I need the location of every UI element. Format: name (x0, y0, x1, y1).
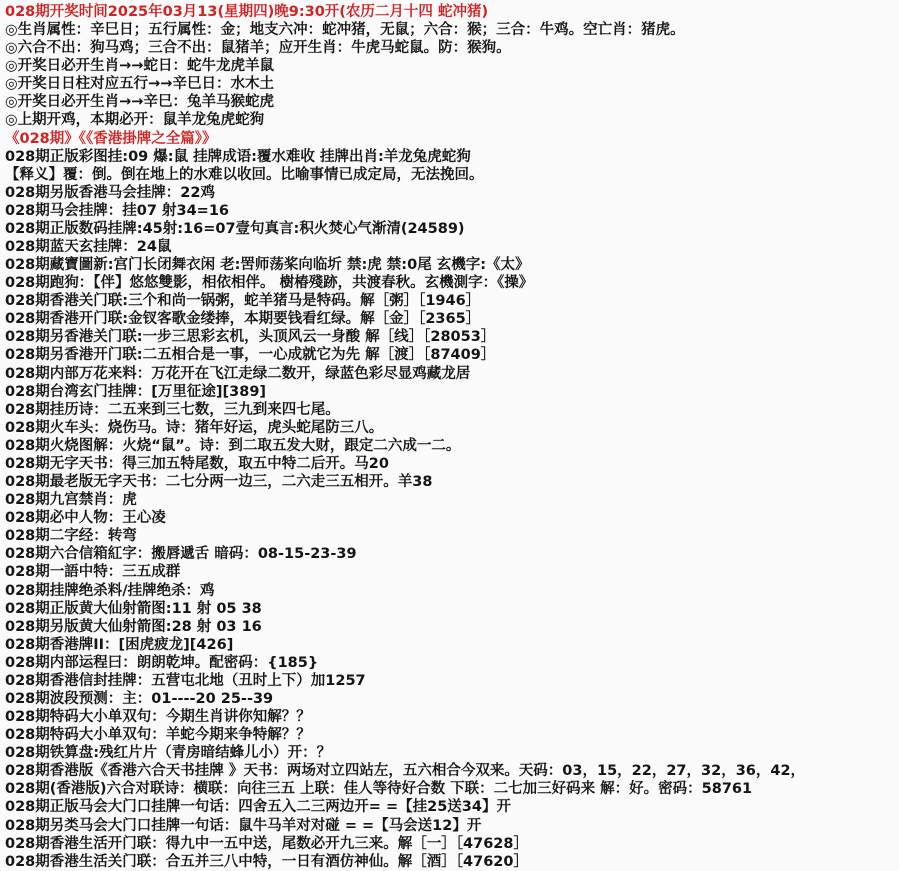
document-lines (5, 3, 899, 871)
document-line: 028期无字天书：得三加五特尾数，取五中特二后开。马20 (5, 455, 389, 472)
document-line: 《028期》《《香港掛牌之全篇》》 (5, 130, 217, 147)
document-line: ◎生肖属性：辛巳日；五行属性：金；地支六冲：蛇冲猪，无鼠；六合：猴；三合：牛鸡。空亡肖：猪虎。 (5, 22, 685, 39)
document-line: 028期正版马会大门口挂牌一句话：四舍五入二三两边开= =【挂25送34】开 (5, 799, 511, 816)
document-line: 028期台湾玄门挂牌：[万里征途][389] (5, 383, 267, 400)
document-line: 028期最老版无字天书：二七分两一边三，二六走三五相开。羊38 (5, 474, 433, 491)
document-line: 028期九宫禁肖：虎 (5, 492, 137, 509)
document-line: 028期跑狗：【伴】悠悠雙影，相依相伴。 樹椿殘跡，共渡春秋。玄機測字：《操》 (5, 275, 534, 292)
document-line: 028期挂牌绝杀料/挂牌绝杀：鸡 (5, 582, 215, 599)
document-line: 028期正版彩图挂:09 爆:鼠 挂牌成语:覆水难收 挂牌出肖:羊龙兔虎蛇狗 (5, 148, 471, 165)
document-line: 028期马会挂牌：挂07 射34=16 (5, 202, 229, 219)
document-line: ◎开奖日必开生肖→→辛巳：兔羊马猴蛇虎 (5, 94, 274, 111)
document-line: ◎六合不出：狗马鸡；三合不出：鼠猪羊；应开生肖：牛虎马蛇鼠。防：猴狗。 (5, 40, 511, 57)
document-line: 【释义】覆：倒。倒在地上的水难以收回。比喻事情已成定局，无法挽回。 (5, 166, 484, 183)
document-line: ◎开奖日日柱对应五行→→辛巳日：水木土 (5, 76, 274, 93)
document-line: 028期火烧图解：火烧“鼠”。诗：到二取五发大财，跟定二六成一二。 (5, 437, 461, 454)
document-line: 028期蓝天玄挂牌：24鼠 (5, 239, 172, 256)
document-line: 028期波段预测：主：01----20 25--39 (5, 690, 274, 707)
document-line: 028期另香港开门联:二五相合是一事，一心成就它为先 解［渡］［87409］ (5, 347, 496, 364)
document-line: 028期正版黄大仙射箭图:11 射 05 38 (5, 600, 262, 617)
document-line: 028期香港关门联:三个和尚一锅粥，蛇羊猪马是特码。解［粥］［1946］ (5, 293, 481, 310)
document-line: 028期藏寶圖新:宫门长闭舞衣闲 老:罟师荡桨向临圻 禁:虎 禁:0尾 玄機字:《太》 (5, 257, 530, 274)
document-line: 028期另版黄大仙射箭图:28 射 03 16 (5, 618, 262, 635)
document-line: 028期香港生活关门联：合五并三八中特，一日有酒仿神仙。解［酒］［47620］ (5, 853, 528, 870)
document-line: 028期另版香港马会挂牌：22鸡 (5, 184, 215, 201)
document-line: 028期二字经：转弯 (5, 528, 137, 545)
document-line: ◎开奖日必开生肖→→蛇日：蛇牛龙虎羊鼠 (5, 58, 274, 75)
document-line: 028期必中人物：王心凌 (5, 510, 166, 527)
document-line: 028期开奖时间2025年03月13(星期四)晚9:30开(农历二月十四 蛇冲猪) (5, 4, 489, 20)
document-line: 028期(香港版)六合对联诗：横联：向往三五 上联：佳人等待好合数 下联：二七加三好码来 解：好。密码：58761 (5, 781, 753, 798)
document-line: 028期另香港关门联:一步三思彩玄机，头顶风云一身酸 解［线］［28053］ (5, 329, 496, 346)
document-line: 028期香港信封挂牌：五营屯北地（丑时上下）加1257 (5, 672, 366, 689)
document-line: 028期香港牌II：[困虎疲龙][426] (5, 636, 234, 653)
document-line: 028期挂历诗：二五来到三七数，三九到来四七尾。 (5, 401, 340, 418)
document-line: 028期特码大小单双句：羊蛇今期来争特解？？ (5, 727, 311, 744)
document-line: 028期铁算盘:残红片片（青房暗结蜂儿小）开：？ (5, 745, 332, 762)
document-line: 028期火车头：烧伤马。诗：猪年好运，虎头蛇尾防三八。 (5, 419, 384, 436)
document-line: 028期特码大小单双句：今期生肖讲你知解？？ (5, 709, 311, 726)
document-line: 028期一語中特：三五成群 (5, 564, 181, 581)
document-line: ◎上期开鸡，本期必开：鼠羊龙兔虎蛇狗 (5, 112, 265, 129)
document-line: 028期香港开门联:金钗客歌金缕捧，本期要钱看红绿。解［金］［2365］ (5, 311, 481, 328)
document-line: 028期六合信箱紅字：搬唇遞舌 暗码：08-15-23-39 (5, 546, 357, 563)
document-line: 028期内部万花来料：万花开在飞江走绿二数开，绿蓝色彩尽显鸡藏龙居 (5, 365, 471, 382)
document-line: 028期香港版《香港六合天书挂牌 》天书：两场对立四站左，五六相合今双来。天码：03，15，22，27，32，36，42， (5, 763, 806, 780)
document-line: 028期另类马会大门口挂牌一句话：鼠牛马羊对对碰 = =【马会送12】开 (5, 817, 482, 834)
document-line: 028期内部运程曰：朗朗乾坤。配密码：{185} (5, 654, 319, 671)
document-line: 028期香港生活开门联：得九中一五中送，尾数必开九三来。解［一］［47628］ (5, 835, 528, 852)
document-line: 028期正版数码挂牌:45射:16=07壹句真言:积火焚心气渐清(24589) (5, 220, 465, 237)
